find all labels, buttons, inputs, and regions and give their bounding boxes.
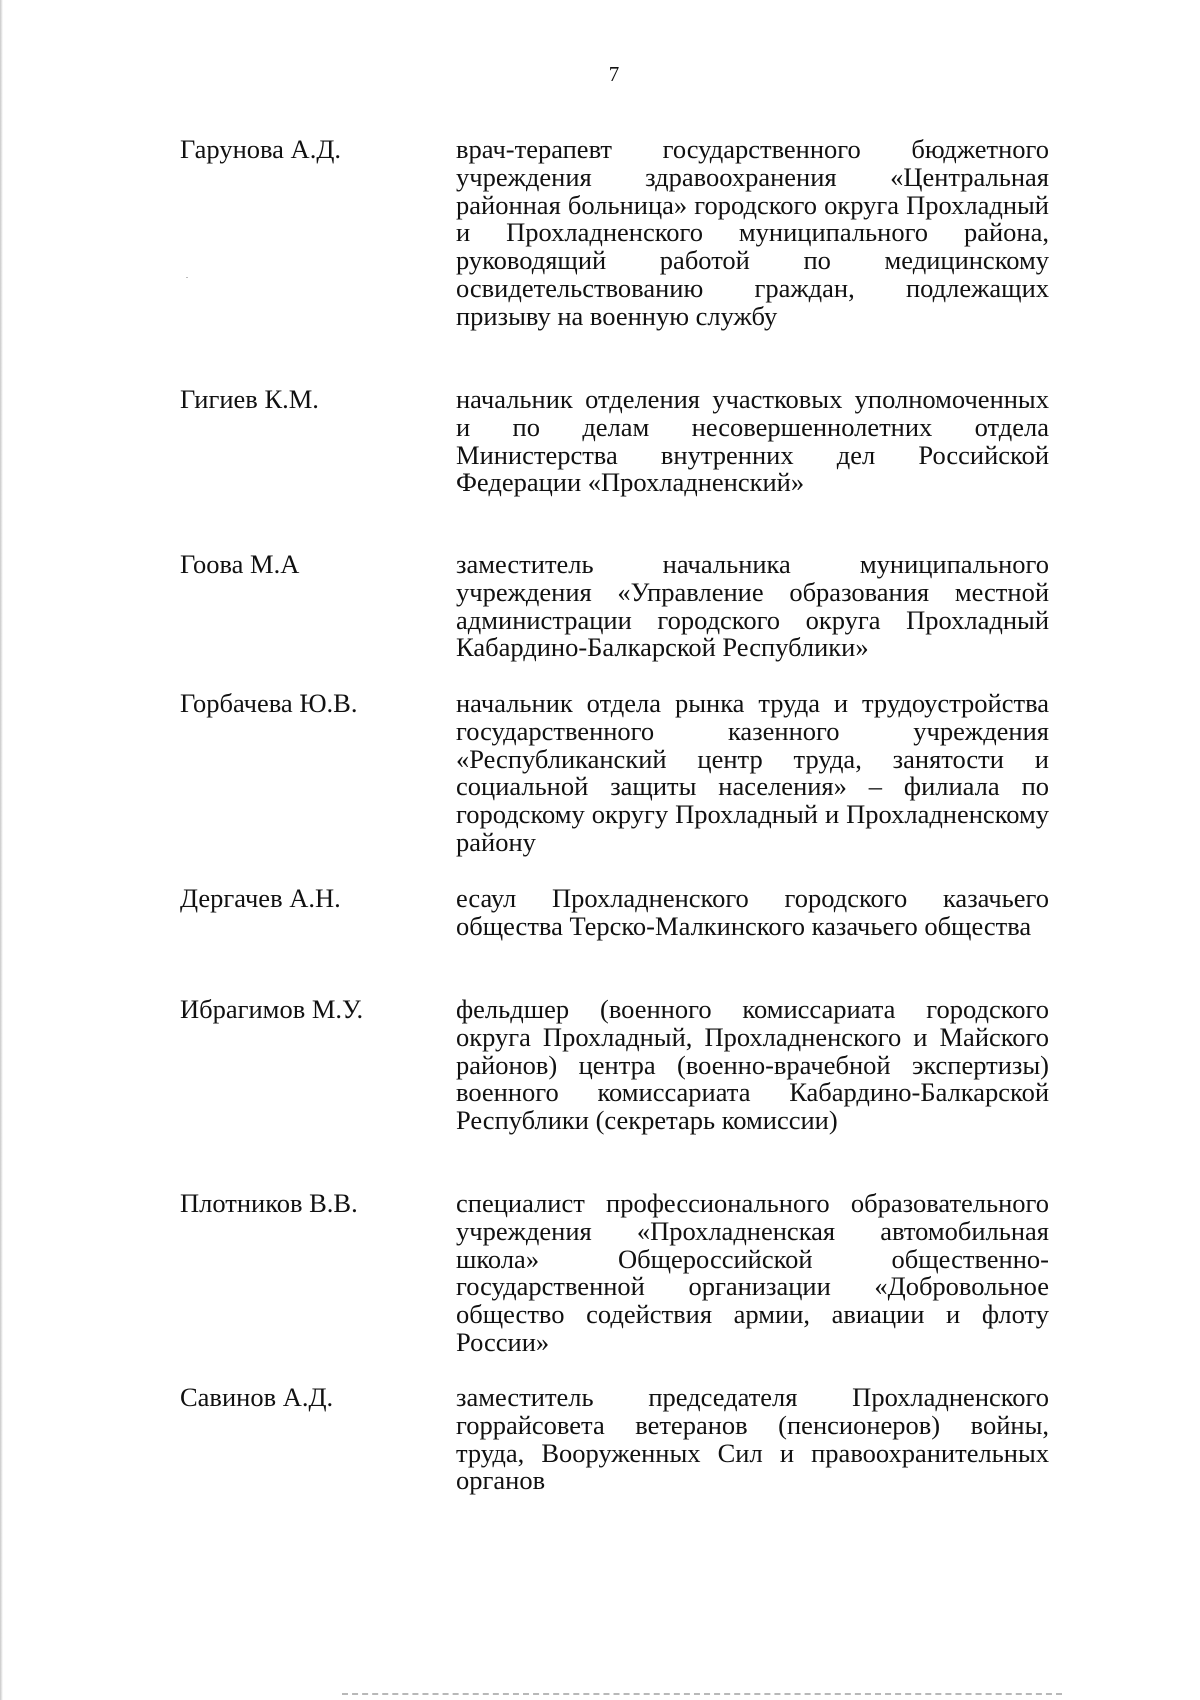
member-name: Плотников В.В. (180, 1188, 358, 1218)
member-name: Савинов А.Д. (180, 1382, 334, 1412)
member-name: Гарунова А.Д. (180, 134, 342, 164)
member-entry (180, 690, 1050, 857)
member-position: начальник отделения участковых уполномоченных и по делам несовершеннолетних отдела Министерства внутренних дел Российской Федерации «Прохладненский» (456, 384, 1049, 498)
member-name: Дергачев А.Н. (180, 883, 341, 913)
page-edge-shadow (0, 0, 3, 1700)
page-number: 7 (608, 62, 620, 86)
member-position: есаул Прохладненского городского казачьего общества Терско-Малкинского казачьего общества (456, 883, 1049, 941)
member-entry (180, 1190, 1050, 1357)
member-entry (180, 551, 1050, 662)
bottom-scan-line (342, 1693, 1062, 1695)
member-name: Гоова М.А (180, 549, 300, 579)
member-entry (180, 885, 1050, 941)
member-position: заместитель начальника муниципального учреждения «Управление образования местной администрации городского округа Прохладный Кабардино-Балкарской Республики» (456, 549, 1049, 663)
member-position: фельдшер (военного комиссариата городского округа Прохладный, Прохладненского и Майского районов) центра (военно-врачебной экспертизы) военного комиссариата Кабардино-Балкарской Республики (секретарь комиссии) (456, 994, 1049, 1136)
member-entry (180, 386, 1050, 497)
member-name: Ибрагимов М.У. (180, 994, 364, 1024)
member-name: Горбачева Ю.В. (180, 688, 358, 718)
member-entry (180, 996, 1050, 1135)
member-position: начальник отдела рынка труда и трудоустройства государственного казенного учреждения «Республиканский центр труда, занятости и социальной защиты населения» – филиала по городскому округу Прохладный и Прохладненскому району (456, 688, 1049, 857)
member-position: врач-терапевт государственного бюджетного учреждения здравоохранения «Центральная районная больница» городского округа Прохладный и Прохладненского муниципального района, руководящий работой по медицинскому освидетельствованию граждан, подлежащих призыву на военную службу (456, 134, 1049, 331)
member-entry (180, 136, 1050, 331)
member-name: Гигиев К.М. (180, 384, 319, 414)
member-position: заместитель председателя Прохладненского горрайсовета ветеранов (пенсионеров) войны, труда, Вооруженных Сил и правоохранительных органов (456, 1382, 1049, 1496)
member-entry (180, 1384, 1050, 1495)
member-position: специалист профессионального образовательного учреждения «Прохладненская автомобильная школа» Общероссийской общественно-государственной организации «Добровольное общество содействия армии, авиации и флоту России» (456, 1188, 1049, 1357)
